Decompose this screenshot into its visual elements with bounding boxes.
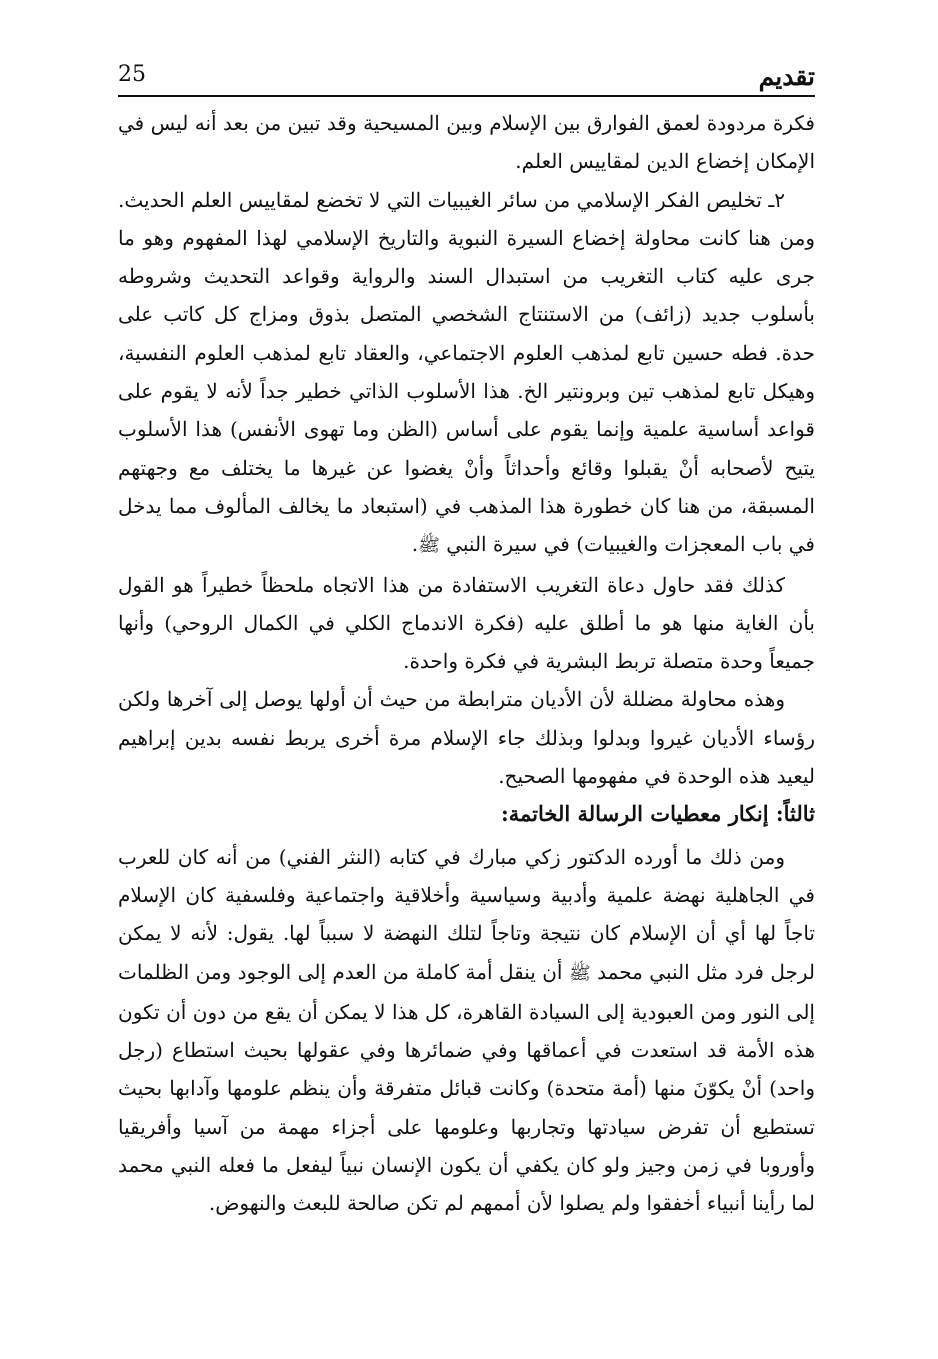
page-number: 25	[118, 62, 146, 87]
paragraph-3: كذلك فقد حاول دعاة التغريب الاستفادة من هذا الاتجاه ملحظاً خطيراً هو القول بأن الغاية منها هو ما أطلق عليه (فكرة الاندماج الكلي في الكمال الروحي) وأنها جميعاً وحدة متصلة تربط البشرية في فكرة واحدة.	[118, 572, 815, 674]
paragraph-5-text-a: ومن ذلك ما أورده الدكتور زكي مبارك في كتابه (النثر الفني) من أنه كان للعرب في الجاهلية نهضة علمية وأدبية وسياسية وأخلاقية واجتماعية وفلسفية كان الإسلام تاجاً لها أي أن الإسلام كان نتيجة وتاجاً لتلك النهضة لا سبباً لها. يقول: لأنه لا يمكن لرجل فرد مثل النبي محمد	[118, 844, 816, 984]
paragraph-2-text: ٢ـ تخليص الفكر الإسلامي من سائر الغيبيات التي لا تخضع لمقاييس العلم الحديث. ومن هنا كانت محاولة إخضاع السيرة النبوية والتاريخ الإسلامي لهذا المفهوم وهو ما جرى عليه كتاب التغريب من استبدال السند والرواية وقواعد التحديث وشروطه بأسلوب جديد (زائف) من الاستنتاج الشخصي المتصل بذوق ومزاج كل كاتب على حدة. فطه حسين تابع لمذهب العلوم الاجتماعي، والعقاد تابع لمذهب العلوم النفسية، وهيكل تابع لمذهب تين وبرونتير الخ. هذا الأسلوب الذاتي خطير جداً لأنه لا يقوم على قواعد أساسية علمية وإنما يقوم على أساس (الظن وما تهوى الأنفس) هذا الأسلوب يتيح لأصحابه أنْ يقبلوا وقائع وأحداثاً وأنْ يغضوا عن غيرها ما يختلف مع وجهتهم المسبقة، من هنا كان خطورة هذا المذهب في (استبعاد ما يخالف المألوف مما يدخل في باب المعجزات والغيبيات) في سيرة النبي	[118, 187, 815, 557]
pbuh-ligature-2: ﷺ	[568, 962, 591, 984]
page-header	[118, 58, 815, 94]
section-heading: ثالثاً: إنكار معطيات الرسالة الخاتمة:	[501, 801, 815, 827]
running-title: تقديم	[758, 62, 815, 91]
header-rule	[118, 95, 815, 97]
paragraph-4: وهذه محاولة مضللة لأن الأديان مترابطة من حيث أن أولها يوصل إلى آخرها ولكن رؤساء الأديان غيروا وبدلوا وبذلك جاء الإسلام مرة أخرى يربط نفسه بدين إبراهيم ليعيد هذه الوحدة في مفهومها الصحيح.	[118, 687, 815, 789]
paragraph-5	[118, 838, 815, 1223]
paragraph-2: ٢ـ تخليص الفكر الإسلامي من سائر الغيبيات التي لا تخضع لمقاييس العلم الحديث. ومن هنا كانت محاولة إخضاع السيرة النبوية والتاريخ الإسلامي لهذا المفهوم وهو ما جرى عليه كتاب التغريب من استبدال السند والرواية وقواعد التحديث وشروطه بأسلوب جديد (زائف) من الاستنتاج الشخصي المتصل بذوق ومزاج كل كاتب على حدة. فطه حسين تابع لمذهب العلوم الاجتماعي، والعقاد تابع لمذهب العلوم النفسية، وهيكل تابع لمذهب تين وبرونتير الخ. هذا الأسلوب الذاتي خطير جداً لأنه لا يقوم على قواعد أساسية علمية وإنما يقوم على أساس (الظن وما تهوى الأنفس) هذا الأسلوب يتيح لأصحابه أنْ يقبلوا وقائع وأحداثاً وأنْ يغضوا عن غيرها ما يختلف مع وجهتهم المسبقة، من هنا كان خطورة هذا المذهب في (استبعاد ما يخالف المألوف مما يدخل في باب المعجزات والغيبيات) في سيرة النبي ﷺ.	[118, 187, 815, 557]
paragraph-1: فكرة مردودة لعمق الفوارق بين الإسلام وبين المسيحية وقد تبين من بعد أنه ليس في الإمكان إخضاع الدين لمقاييس العلم.	[118, 111, 815, 174]
paragraph-5-text-b: أن ينقل أمة كاملة من العدم إلى الوجود ومن الظلمات إلى النور ومن العبودية إلى السيادة القاهرة، كل هذا لا يمكن أن يقع من دون أن تكون هذه الأمة قد استعدت في أعماقها وفي ضمائرها وفي عقولها بحيث استطاع (رجل واحد) أنْ يكوّنَ منها (أمة متحدة) وكانت قبائل متفرقة وأن ينظم علومها وآدابها بحيث تستطيع أن تفرض سيادتها وتجاربها وعلومها على أجزاء مهمة من آسيا وأفريقيا وأوروبا في زمن وجيز ولو كان يكفي أن يكون الإنسان نبياً ليفعل ما فعله النبي محمد لما رأينا أنبياء أخفقوا ولم يصلوا لأن أممهم لم تكن صالحة للبعث والنهوض.	[118, 959, 815, 1216]
body-text	[118, 104, 815, 1223]
pbuh-ligature: ﷺ	[418, 535, 440, 557]
